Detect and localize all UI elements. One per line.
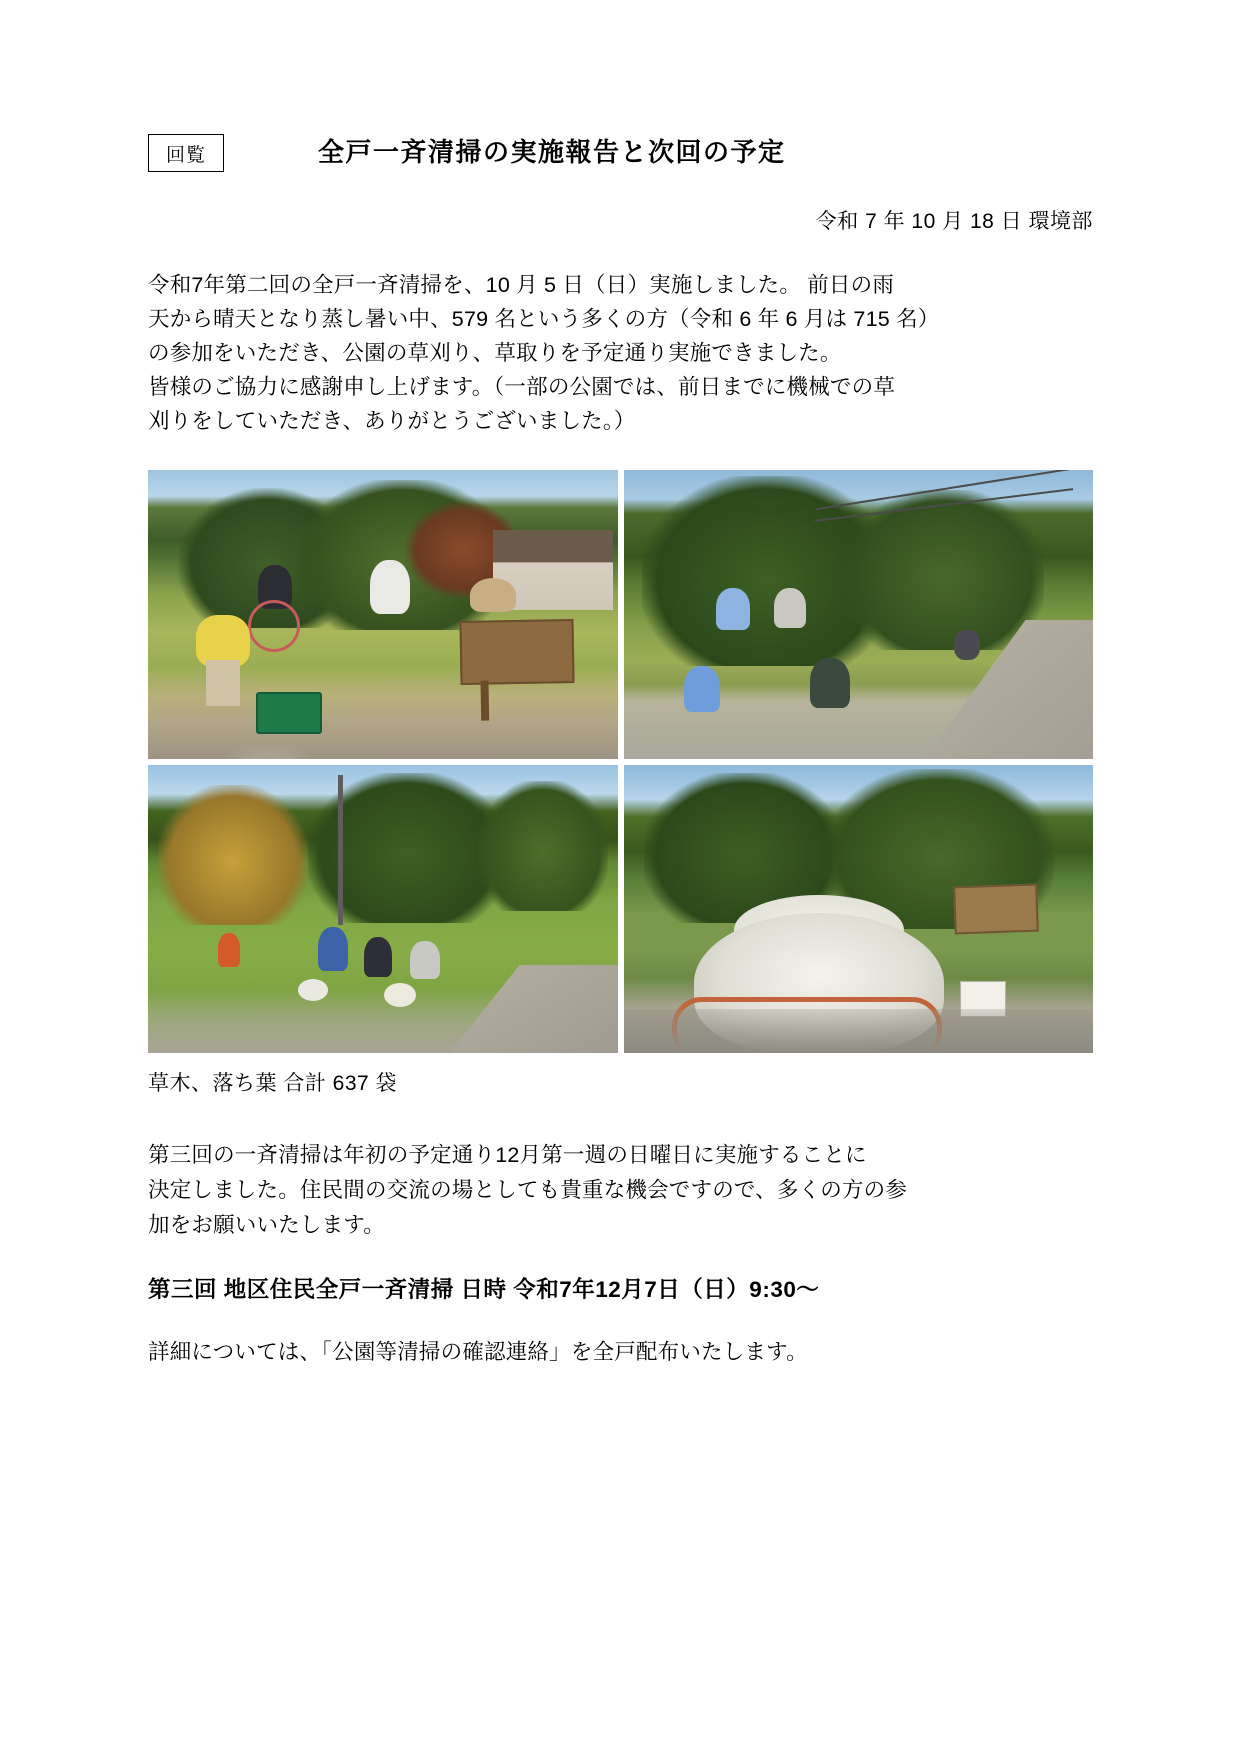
- person-icon: [774, 588, 806, 628]
- person-icon: [470, 578, 516, 612]
- photo-roadside-weeding: [624, 470, 1094, 759]
- person-icon: [716, 588, 750, 630]
- person-icon: [196, 615, 250, 667]
- person-icon: [218, 933, 240, 967]
- person-icon: [684, 666, 720, 712]
- paragraph-report: [148, 268, 1093, 438]
- page-title: 全戸一斉清掃の実施報告と次回の予定: [318, 137, 786, 167]
- paragraph-next-event-line-3: 加をお願いいたします。: [148, 1213, 385, 1237]
- date-and-department: 令和 7 年 10 月 18 日 環境部: [815, 210, 1093, 233]
- utility-pole-icon: [338, 775, 343, 925]
- document-sheet: [148, 0, 1093, 1754]
- hoop-icon: [248, 600, 300, 652]
- paragraph-next-event-line-1: 第三回の一斉清掃は年初の予定通り12月第一週の日曜日に実施することに: [148, 1143, 867, 1167]
- paragraph-report-line-3: の参加をいただき、公園の草刈り、草取りを予定通り実施できました。: [148, 341, 842, 365]
- tree-icon: [478, 781, 608, 911]
- paragraph-next-event-line-2: 決定しました。住民間の交流の場としても貴重な機会ですので、多くの方の参: [148, 1178, 908, 1202]
- ground-shape: [624, 1009, 1094, 1053]
- bag-icon: [298, 979, 328, 1001]
- document-header: [148, 132, 1093, 178]
- paragraph-report-line-5: 刈りをしていただき、ありがとうございました。）: [148, 409, 636, 433]
- person-icon: [364, 937, 392, 977]
- paragraph-details-notice: 詳細については、「公園等清掃の確認連絡」を全戸配布いたします。: [148, 1340, 808, 1364]
- photo-lawn-cleanup: [148, 765, 618, 1054]
- person-icon: [318, 927, 348, 971]
- green-bin-icon: [256, 692, 322, 734]
- bag-icon: [954, 630, 980, 660]
- person-icon: [370, 560, 410, 614]
- person-icon: [810, 658, 850, 708]
- circulation-stamp: 回覧: [148, 134, 224, 172]
- photo-park-mowing: [148, 470, 618, 759]
- park-sign-icon: [953, 883, 1039, 934]
- paragraph-report-line-4: 皆様のご協力に感謝申し上げます。（一部の公園では、前日までに機械での草: [148, 375, 896, 399]
- path-shape: [448, 965, 618, 1054]
- photo-caption: 草木、落ち葉 合計 637 袋: [148, 1072, 398, 1095]
- bag-icon: [384, 983, 416, 1007]
- person-icon: [410, 941, 440, 979]
- photo-collected-bags: [624, 765, 1094, 1054]
- paragraph-report-line-1: 令和7年第二回の全戸一斉清掃を、10 月 5 日（日）実施しました。 前日の雨: [148, 273, 895, 297]
- event-schedule-heading: 第三回 地区住民全戸一斉清掃 日時 令和7年12月7日（日）9:30〜: [148, 1277, 820, 1302]
- park-sign-icon: [459, 619, 574, 685]
- tree-icon: [158, 785, 308, 925]
- photo-grid: [148, 470, 1093, 1053]
- paragraph-next-event: [148, 1138, 1093, 1243]
- paragraph-report-line-2: 天から晴天となり蒸し暑い中、579 名という多くの方（令和 6 年 6 月は 715 名）: [148, 307, 940, 331]
